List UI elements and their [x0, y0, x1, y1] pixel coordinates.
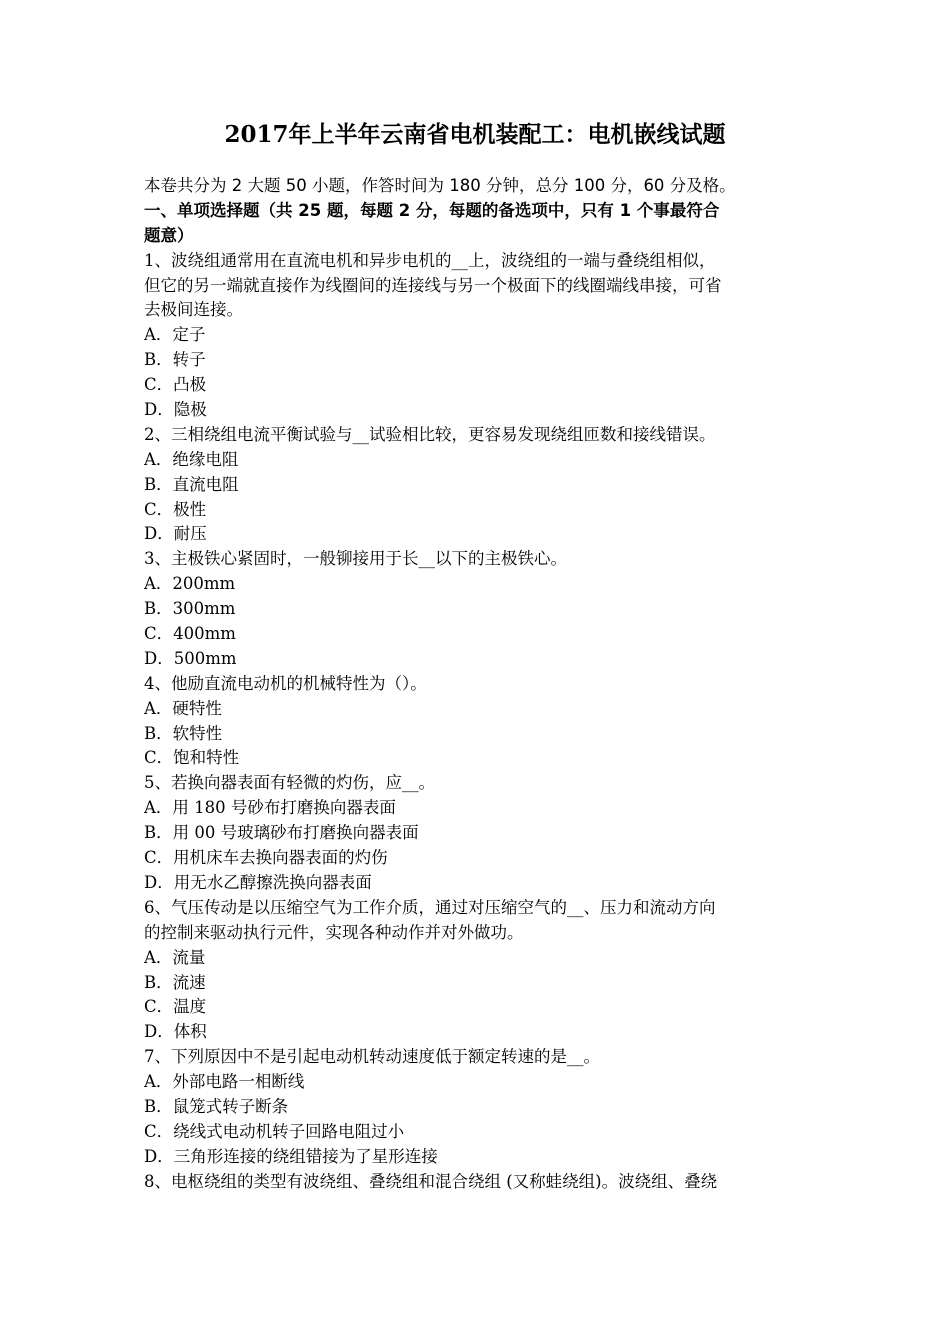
answer-option: C．饱和特性 — [144, 748, 240, 768]
answer-option: B．300mm — [144, 599, 236, 619]
question-text: 2、三相绕组电流平衡试验与__试验相比较，更容易发现绕组匝数和接线错误。 — [144, 424, 716, 444]
exam-instructions: 本卷共分为 2 大题 50 小题，作答时间为 180 分钟，总分 100 分，60 分及格。 — [144, 176, 736, 195]
question-text: 去极间连接。 — [144, 300, 243, 320]
question-text: 5、若换向器表面有轻微的灼伤，应__。 — [144, 773, 435, 793]
answer-option: B．直流电阻 — [144, 474, 239, 494]
answer-option: C．400mm — [144, 624, 236, 644]
section-heading: 题意） — [144, 225, 194, 245]
answer-option: A．流量 — [144, 947, 206, 967]
answer-option: B．软特性 — [144, 723, 223, 743]
answer-option: D．三角形连接的绕组错接为了星形连接 — [144, 1146, 438, 1166]
question-text: 1、波绕组通常用在直流电机和异步电机的__上，波绕组的一端与叠绕组相似， — [144, 250, 716, 270]
answer-option: D．耐压 — [144, 524, 207, 544]
section-heading: 一、单项选择题（共 25 题，每题 2 分，每题的备选项中，只有 1 个事最符合 — [144, 200, 720, 220]
answer-option: D．500mm — [144, 648, 237, 668]
answer-option: A．定子 — [144, 325, 206, 345]
answer-option: A．硬特性 — [144, 698, 222, 718]
question-text: 4、他励直流电动机的机械特性为（）。 — [144, 673, 427, 693]
question-text: 8、电枢绕组的类型有波绕组、叠绕组和混合绕组 (又称蛙绕组)。波绕组、叠绕 — [144, 1171, 718, 1191]
document-title: 2017年上半年云南省电机装配工：电机嵌线试题 — [224, 121, 726, 148]
answer-option: B．用 00 号玻璃砂布打磨换向器表面 — [144, 823, 419, 843]
answer-option: A．外部电路一相断线 — [144, 1072, 305, 1092]
question-text: 7、下列原因中不是引起电动机转动速度低于额定转速的是__。 — [144, 1047, 600, 1067]
question-text: 但它的另一端就直接作为线圈间的连接线与另一个极面下的线圈端线串接，可省 — [144, 275, 722, 295]
question-text: 的控制来驱动执行元件，实现各种动作并对外做功。 — [144, 922, 524, 942]
question-text: 6、气压传动是以压缩空气为工作介质，通过对压缩空气的__、压力和流动方向 — [144, 897, 716, 917]
answer-option: C．温度 — [144, 997, 207, 1017]
answer-option: C．凸极 — [144, 375, 207, 395]
answer-option: C．极性 — [144, 499, 207, 519]
answer-option: B．流速 — [144, 972, 206, 992]
answer-option: C．绕线式电动机转子回路电阻过小 — [144, 1121, 405, 1141]
answer-option: A．绝缘电阻 — [144, 449, 239, 469]
question-text: 3、主极铁心紧固时，一般铆接用于长__以下的主极铁心。 — [144, 549, 567, 569]
answer-option: D．隐极 — [144, 400, 207, 420]
answer-option: D．体积 — [144, 1022, 207, 1042]
answer-option: A．200mm — [144, 574, 236, 594]
document-body — [144, 174, 812, 1195]
answer-option: D．用无水乙醇擦洗换向器表面 — [144, 872, 372, 892]
answer-option: B．转子 — [144, 350, 206, 370]
answer-option: B．鼠笼式转子断条 — [144, 1096, 289, 1116]
answer-option: A．用 180 号砂布打磨换向器表面 — [144, 798, 396, 818]
answer-option: C．用机床车去换向器表面的灼伤 — [144, 848, 388, 868]
